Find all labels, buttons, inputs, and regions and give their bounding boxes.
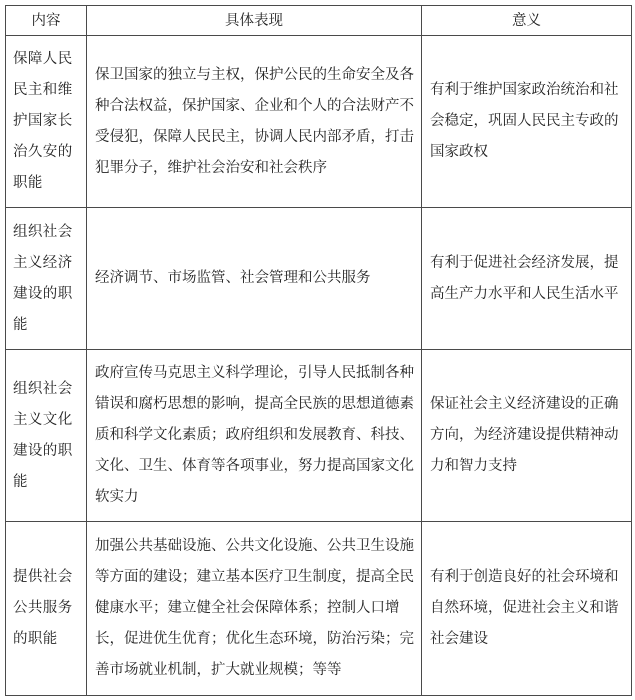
government-functions-table xyxy=(5,5,632,696)
function-cell: 组织社会主义文化建设的职能 xyxy=(6,350,87,522)
significance-cell: 有利于创造良好的社会环境和自然环境，促进社会主义和谐社会建设 xyxy=(422,522,632,696)
header-row xyxy=(6,6,632,36)
header-performance: 具体表现 xyxy=(87,6,422,36)
performance-cell: 加强公共基础设施、公共文化设施、公共卫生设施等方面的建设；建立基本医疗卫生制度，提高全民健康水平；建立健全社会保障体系；控制人口增长，促进优生优育；优化生态环境，防治污染；完善市场就业机制，扩大就业规模；等等 xyxy=(87,522,422,696)
header-significance: 意义 xyxy=(422,6,632,36)
header-content: 内容 xyxy=(6,6,87,36)
table-row xyxy=(6,350,632,522)
significance-cell: 保证社会主义经济建设的正确方向，为经济建设提供精神动力和智力支持 xyxy=(422,350,632,522)
table-row xyxy=(6,522,632,696)
function-cell: 保障人民民主和维护国家长治久安的职能 xyxy=(6,36,87,208)
performance-cell: 政府宣传马克思主义科学理论，引导人民抵制各种错误和腐朽思想的影响，提高全民族的思想道德素质和科学文化素质；政府组织和发展教育、科技、文化、卫生、体育等各项事业，努力提高国家文化软实力 xyxy=(87,350,422,522)
significance-cell: 有利于促进社会经济发展，提高生产力水平和人民生活水平 xyxy=(422,208,632,350)
performance-cell: 经济调节、市场监管、社会管理和公共服务 xyxy=(87,208,422,350)
table-row xyxy=(6,36,632,208)
performance-cell: 保卫国家的独立与主权，保护公民的生命安全及各种合法权益，保护国家、企业和个人的合法财产不受侵犯，保障人民民主，协调人民内部矛盾，打击犯罪分子，维护社会治安和社会秩序 xyxy=(87,36,422,208)
function-cell: 组织社会主义经济建设的职能 xyxy=(6,208,87,350)
significance-cell: 有利于维护国家政治统治和社会稳定，巩固人民民主专政的国家政权 xyxy=(422,36,632,208)
function-cell: 提供社会公共服务的职能 xyxy=(6,522,87,696)
table-row xyxy=(6,208,632,350)
